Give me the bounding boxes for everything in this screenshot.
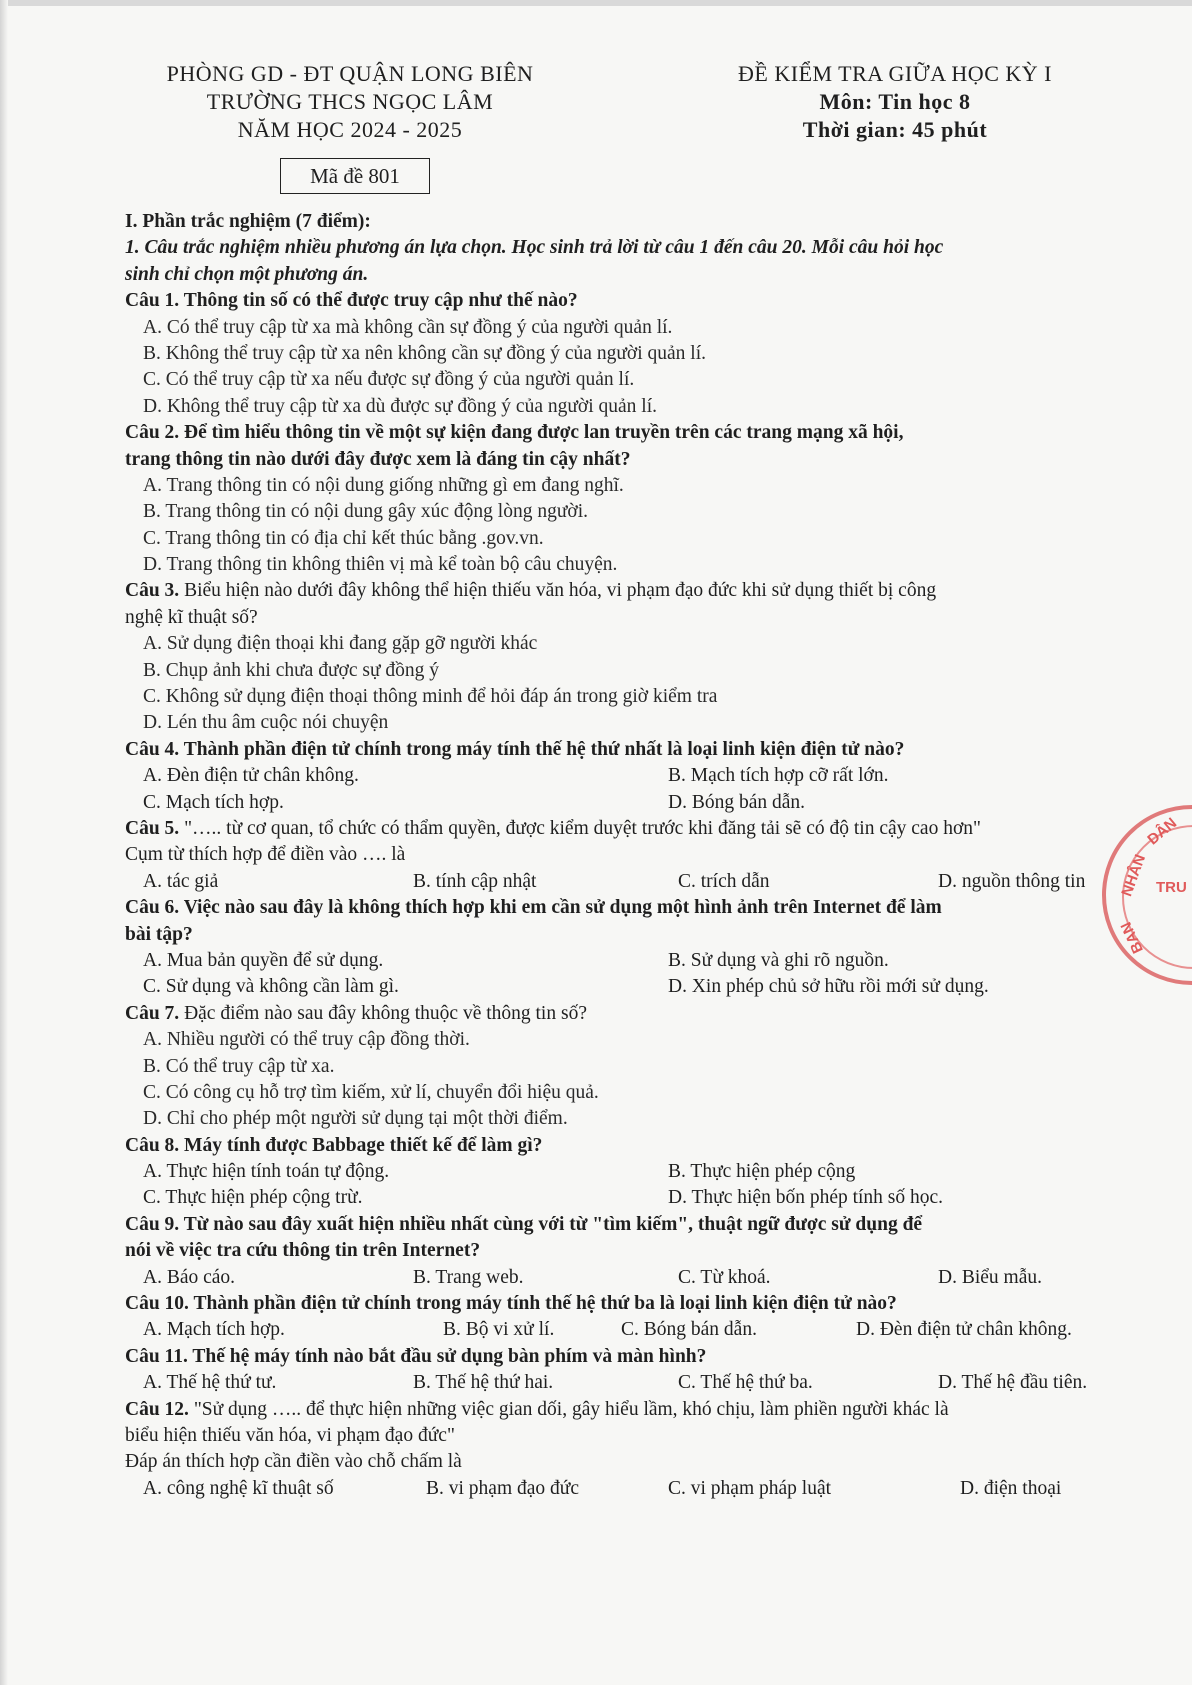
option: D. Thực hiện bốn phép tính số học. (668, 1187, 944, 1209)
option: D. Đèn điện tử chân không. (856, 1319, 1072, 1341)
question-6: Câu 6. Việc nào sau đây là không thích hợp khi em cần sử dụng một hình ảnh trên Internet để làm (125, 897, 942, 919)
option: A. Có thể truy cập từ xa mà không cần sự đồng ý của người quản lí. (143, 316, 673, 338)
option: B. Sử dụng và ghi rõ nguồn. (668, 949, 889, 971)
question-2-cont: trang thông tin nào dưới đây được xem là đáng tin cậy nhất? (125, 448, 631, 470)
scan-edge-left (0, 0, 8, 1685)
option-row (125, 1370, 1130, 1396)
header-exam-block (690, 60, 1100, 144)
option: D. Xin phép chủ sở hữu rồi mới sử dụng. (668, 976, 989, 998)
question-3-cont: nghệ kĩ thuật số? (125, 606, 258, 628)
option: D. Chỉ cho phép một người sử dụng tại một thời điểm. (143, 1108, 568, 1130)
question-5 (125, 816, 1130, 842)
option: C. vi phạm pháp luật (668, 1477, 832, 1499)
question-6-cont: bài tập? (125, 923, 193, 945)
question-10: Câu 10. Thành phần điện tử chính trong máy tính thế hệ thứ ba là loại linh kiện điện tử nào? (125, 1293, 897, 1315)
question-label: Câu 7. (125, 1002, 180, 1024)
question-text: Biểu hiện nào dưới đây không thể hiện thiếu văn hóa, vi phạm đạo đức khi sử dụng thiết bị công (179, 580, 937, 602)
option-row (125, 974, 1130, 1000)
question-2: Câu 2. Để tìm hiểu thông tin về một sự kiện đang được lan truyền trên các trang mạng xã hội, (125, 422, 904, 444)
option-row (125, 1159, 1130, 1185)
question-7 (125, 1001, 1130, 1027)
exam-duration: Thời gian: 45 phút (802, 117, 988, 142)
option: B. Trang thông tin có nội dung gây xúc động lòng người. (143, 501, 589, 523)
option-row (125, 869, 1130, 895)
option: C. Thế hệ thứ ba. (678, 1372, 813, 1394)
option: A. Trang thông tin có nội dung giống những gì em đang nghĩ. (143, 474, 624, 496)
exam-title: ĐỀ KIỂM TRA GIỮA HỌC KỲ I (738, 61, 1052, 86)
option-row (125, 1476, 1130, 1502)
option: B. Mạch tích hợp cỡ rất lớn. (668, 765, 889, 787)
section-instruction: 1. Câu trắc nghiệm nhiều phương án lựa chọn. Học sinh trả lời từ câu 1 đến câu 20. Mỗi câu hỏi học (125, 237, 944, 259)
option: C. Có thể truy cập từ xa nếu được sự đồng ý của người quản lí. (143, 369, 635, 391)
question-5-cont: Cụm từ thích hợp để điền vào …. là (125, 844, 406, 866)
option: B. vi phạm đạo đức (426, 1477, 580, 1499)
option: C. Không sử dụng điện thoại thông minh để hỏi đáp án trong giờ kiểm tra (143, 686, 718, 708)
option: B. Thực hiện phép cộng (668, 1161, 856, 1183)
section-instruction: sinh chỉ chọn một phương án. (125, 263, 369, 285)
question-12 (125, 1397, 1130, 1423)
question-9-cont: nói về việc tra cứu thông tin trên Internet? (125, 1240, 481, 1262)
option: C. Thực hiện phép cộng trừ. (143, 1187, 363, 1209)
option: A. Thế hệ thứ tư. (143, 1372, 277, 1394)
question-4: Câu 4. Thành phần điện tử chính trong máy tính thế hệ thứ nhất là loại linh kiện điện tử nào? (125, 738, 905, 760)
option: D. Bóng bán dẫn. (668, 791, 806, 813)
option: D. Trang thông tin không thiên vị mà kể toàn bộ câu chuyện. (143, 554, 618, 576)
option: C. trích dẫn (678, 870, 770, 892)
school-name: TRƯỜNG THCS NGỌC LÂM (206, 89, 494, 114)
exam-code-box: Mã đề 801 (280, 158, 430, 194)
question-label: Câu 12. (125, 1398, 189, 1420)
question-text: "….. từ cơ quan, tổ chức có thẩm quyền, được kiểm duyệt trước khi đăng tải sẽ có độ tin cậy cao hơn" (179, 817, 981, 839)
option: A. Đèn điện tử chân không. (143, 765, 359, 787)
option-row (125, 1317, 1130, 1343)
option: C. Sử dụng và không cần làm gì. (143, 976, 399, 998)
option: D. Không thể truy cập từ xa dù được sự đồng ý của người quản lí. (143, 395, 658, 417)
question-12-cont: biểu hiện thiếu văn hóa, vi phạm đạo đức" (125, 1424, 455, 1446)
option: D. điện thoại (960, 1477, 1062, 1499)
exam-subject: Môn: Tin học 8 (819, 89, 971, 114)
option: A. công nghệ kĩ thuật số (143, 1477, 334, 1499)
option: C. Từ khoá. (678, 1266, 771, 1288)
option: D. Thế hệ đầu tiên. (938, 1372, 1088, 1394)
option: A. Sử dụng điện thoại khi đang gặp gỡ người khác (143, 633, 538, 655)
option: A. Mua bản quyền để sử dụng. (143, 949, 384, 971)
question-text: Đặc điểm nào sau đây không thuộc về thông tin số? (179, 1002, 587, 1024)
option: D. nguồn thông tin (938, 870, 1086, 892)
stamp-text: NHÂN (1118, 852, 1150, 899)
option: B. Không thể truy cập từ xa nên không cần sự đồng ý của người quản lí. (143, 342, 706, 364)
question-8: Câu 8. Máy tính được Babbage thiết kế để làm gì? (125, 1134, 543, 1156)
option: C. Có công cụ hỗ trợ tìm kiếm, xử lí, chuyển đổi hiệu quả. (143, 1081, 599, 1103)
option-row (125, 1265, 1130, 1291)
option: B. Có thể truy cập từ xa. (143, 1055, 335, 1077)
option: A. tác giả (143, 870, 219, 892)
option: D. Lén thu âm cuộc nói chuyện (143, 712, 389, 734)
option: A. Thực hiện tính toán tự động. (143, 1161, 390, 1183)
option-row (125, 763, 1130, 789)
option: B. Trang web. (413, 1266, 524, 1288)
option-row (125, 1185, 1130, 1211)
option: B. Bộ vi xử lí. (443, 1319, 555, 1341)
question-12-prompt: Đáp án thích hợp cần điền vào chỗ chấm là (125, 1451, 462, 1473)
header-school-block (130, 60, 570, 144)
option-row (125, 790, 1130, 816)
question-9: Câu 9. Từ nào sau đây xuất hiện nhiều nhất cùng với từ "tìm kiếm", thuật ngữ được sử dụng để (125, 1213, 923, 1235)
option: A. Mạch tích hợp. (143, 1319, 285, 1341)
option: C. Bóng bán dẫn. (621, 1319, 757, 1341)
option: A. Báo cáo. (143, 1266, 236, 1288)
department-name: PHÒNG GD - ĐT QUẬN LONG BIÊN (166, 61, 534, 86)
section-title: I. Phần trắc nghiệm (7 điểm): (125, 211, 371, 232)
question-3 (125, 578, 1130, 604)
question-1: Câu 1. Thông tin số có thể được truy cập như thế nào? (125, 290, 578, 312)
option-row (125, 948, 1130, 974)
option: B. tính cập nhật (413, 870, 537, 892)
option: B. Thế hệ thứ hai. (413, 1372, 554, 1394)
question-label: Câu 3. (125, 580, 180, 602)
option: B. Chụp ảnh khi chưa được sự đồng ý (143, 659, 440, 681)
option: C. Trang thông tin có địa chỉ kết thúc bằng .gov.vn. (143, 527, 544, 549)
stamp-text: DÂN (1144, 814, 1181, 849)
exam-content (125, 209, 1130, 1502)
option: A. Nhiều người có thể truy cập đồng thời. (143, 1029, 470, 1051)
question-text: "Sử dụng ….. để thực hiện những việc gian dối, gây hiểu lầm, khó chịu, làm phiền người khác là (188, 1398, 949, 1420)
stamp-text: BAN (1117, 919, 1147, 956)
school-year: NĂM HỌC 2024 - 2025 (237, 117, 463, 142)
option: D. Biểu mẫu. (938, 1266, 1042, 1288)
scan-edge-top (0, 0, 1192, 6)
stamp-text: TRU (1156, 879, 1187, 896)
question-11: Câu 11. Thế hệ máy tính nào bắt đầu sử dụng bàn phím và màn hình? (125, 1345, 707, 1367)
question-label: Câu 5. (125, 817, 180, 839)
option: C. Mạch tích hợp. (143, 791, 284, 813)
